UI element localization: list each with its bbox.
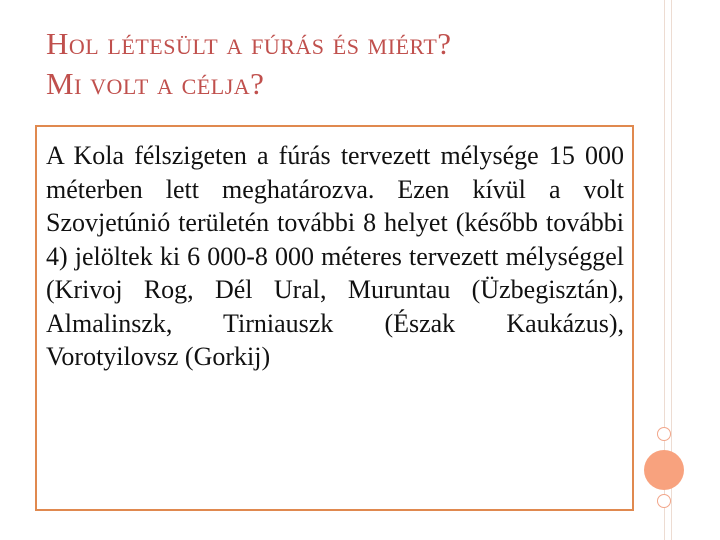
decorative-ring-top [657, 427, 671, 441]
slide-title-line-1: Hol létesült a fúrás és miért? [46, 26, 452, 61]
content-box [35, 125, 634, 511]
decorative-accent-dot [644, 450, 684, 490]
slide-title-line-2: Mi volt a célja? [46, 66, 265, 101]
content-paragraph: A Kola félszigeten a fúrás tervezett mélysége 15 000 méterben lett meghatározva. Ezen kívül a volt Szovjetúnió területén további 8 helyet (később további 4) jelöltek ki 6 000-8 000 méteres tervezett mélységgel (Krivoj Rog, Dél Ural, Muruntau (Üzbegisztán), Almalinszk, Tirniauszk (Észak Kaukázus), Vorotyilovsz (Gorkij) [46, 141, 624, 371]
decorative-ring-bottom [657, 494, 671, 508]
slide-title [46, 24, 626, 104]
